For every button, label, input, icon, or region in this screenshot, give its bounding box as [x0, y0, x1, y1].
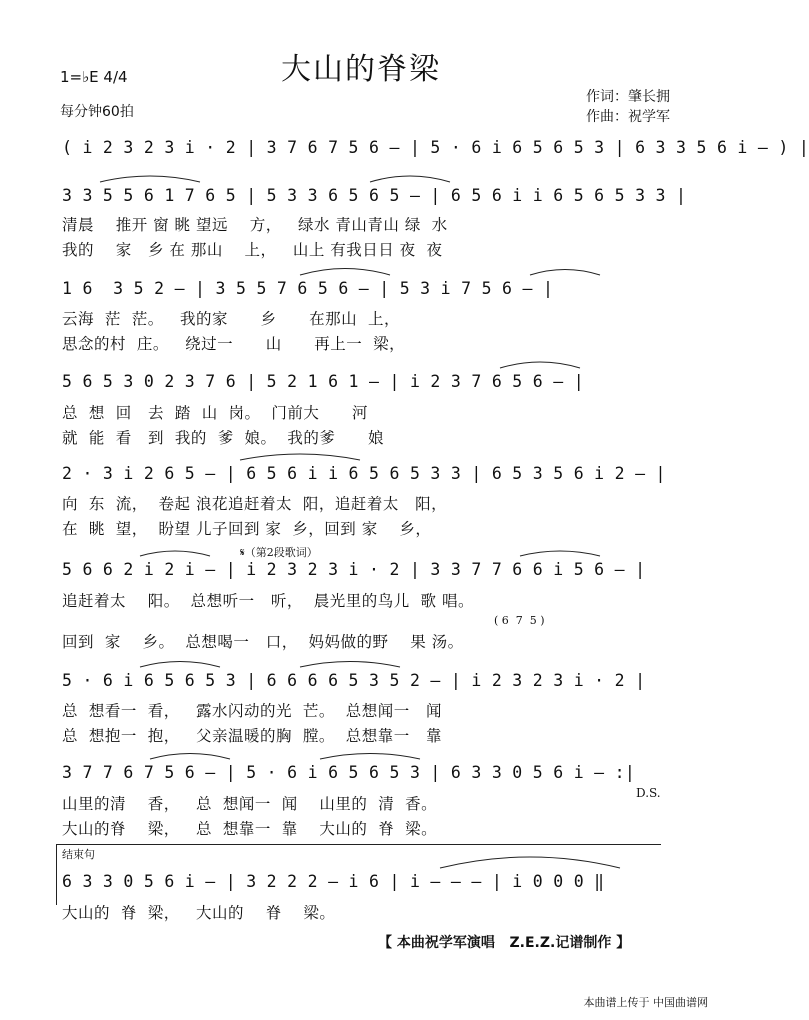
composer-credit: 作曲：祝学军 [586, 109, 670, 125]
line-7-lyric-1: 山里的清 香， 总 想闻一 闻 山里的 清 香。 [62, 795, 438, 813]
tempo-marking: 每分钟60拍 [60, 104, 134, 120]
slur-line-2a [300, 269, 390, 276]
line-5-notes: 5 6 6 2 i 2 i — | i 2 3 2 3 i · 2 | 3 3 7 7 6 6 i 5 6 — | [62, 560, 646, 579]
lyricist-credit: 作词：肇长拥 [586, 89, 670, 105]
line-5-lyric-2: 回到 家 乡。 总想喝一 口， 妈妈做的野 果 汤。 [62, 633, 464, 651]
line-7-notes: 3 7 7 6 7 5 6 — | 5 · 6 i 6 5 6 5 3 | 6 3 3 0 5 6 i — :| [62, 763, 636, 782]
line-4-lyric-2: 在 眺 望， 盼望 儿子回到 家 乡，回到 家 乡， [62, 520, 432, 538]
key-signature: 1=♭E 4/4 [60, 68, 128, 86]
slur-line-7b [320, 754, 420, 760]
line-1-lyric-1: 清晨 推开 窗 眺 望远 方， 绿水 青山青山 绿 水 [62, 216, 448, 234]
ending-label: 结束句 [62, 848, 95, 861]
slur-line-6a [140, 662, 220, 668]
variant-notes: ( 6 7 5 ) [494, 614, 545, 627]
line-3-lyric-1: 总 想 回 去 踏 山 岗。 门前大 河 [62, 404, 368, 422]
slur-line-3a [500, 362, 580, 368]
line-1-lyric-2: 我的 家 乡 在 那山 上， 山上 有我日日 夜 夜 [62, 241, 443, 259]
ending-notes: 6 3 3 0 5 6 i — | 3 2 2 2 — i 6 | i — — — | i 0 0 0 ‖ [62, 872, 605, 891]
slur-line-1a [100, 176, 200, 182]
dal-segno-marking: D.S. [636, 786, 661, 800]
line-2-lyric-2: 思念的村 庄。 绕过一 山 再上一 梁， [62, 335, 406, 353]
segno-marking: 𝄋（第2段歌词） [240, 546, 318, 559]
slur-line-5a [140, 551, 210, 556]
line-5-lyric-1: 追赶着太 阳。 总想听一 听， 晨光里的鸟儿 歌 唱。 [62, 592, 474, 610]
slur-line-5b [520, 551, 600, 556]
slur-line-7a [150, 754, 230, 760]
page-title: 大山的脊梁 [281, 52, 441, 87]
line-6-lyric-1: 总 想看一 看， 露水闪动的光 芒。 总想闻一 闻 [62, 702, 442, 720]
performance-credit: 【 本曲祝学军演唱 Z.E.Z.记谱制作 】 [378, 935, 631, 951]
line-4-notes: 2 · 3 i 2 6 5 — | 6 5 6 i i 6 5 6 5 3 3 | 6 5 3 5 6 i 2 — | [62, 464, 666, 483]
slur-line-6b [300, 662, 400, 668]
slur-line-4a [240, 454, 360, 460]
slur-line-2b [530, 270, 600, 276]
line-3-lyric-2: 就 能 看 到 我的 爹 娘。 我的爹 娘 [62, 429, 384, 447]
line-6-notes: 5 · 6 i 6 5 6 5 3 | 6 6 6 6 5 3 5 2 — | i 2 3 2 3 i · 2 | [62, 671, 646, 690]
ending-lyric: 大山的 脊 梁， 大山的 脊 梁。 [62, 904, 336, 922]
line-7-lyric-2: 大山的脊 梁， 总 想靠一 靠 大山的 脊 梁。 [62, 820, 438, 838]
line-6-lyric-2: 总 想抱一 抱， 父亲温暖的胸 膛。 总想靠一 靠 [62, 727, 442, 745]
line-1-notes: 3 3 5 5 6 1 7 6 5 | 5 3 3 6 5 6 5 — | 6 5 6 i i 6 5 6 5 3 3 | [62, 186, 687, 205]
line-2-lyric-1: 云海 茫 茫。 我的家 乡 在那山 上， [62, 310, 400, 328]
line-2-notes: 1 6 3 5 2 — | 3 5 5 7 6 5 6 — | 5 3 i 7 5 6 — | [62, 279, 554, 298]
upload-source[interactable]: 本曲谱上传于 中国曲谱网 [583, 996, 708, 1009]
slur-line-1b [370, 176, 450, 182]
line-3-notes: 5 6 5 3 0 2 3 7 6 | 5 2 1 6 1 — | i 2 3 7 6 5 6 — | [62, 372, 584, 391]
line-4-lyric-1: 向 东 流， 卷起 浪花追赶着太 阳，追赶着太 阳， [62, 495, 448, 513]
intro-notes: ( i 2 3 2 3 i · 2 | 3 7 6 7 5 6 — | 5 · 6 i 6 5 6 5 3 | 6 3 3 5 6 i — ) | [62, 138, 809, 157]
